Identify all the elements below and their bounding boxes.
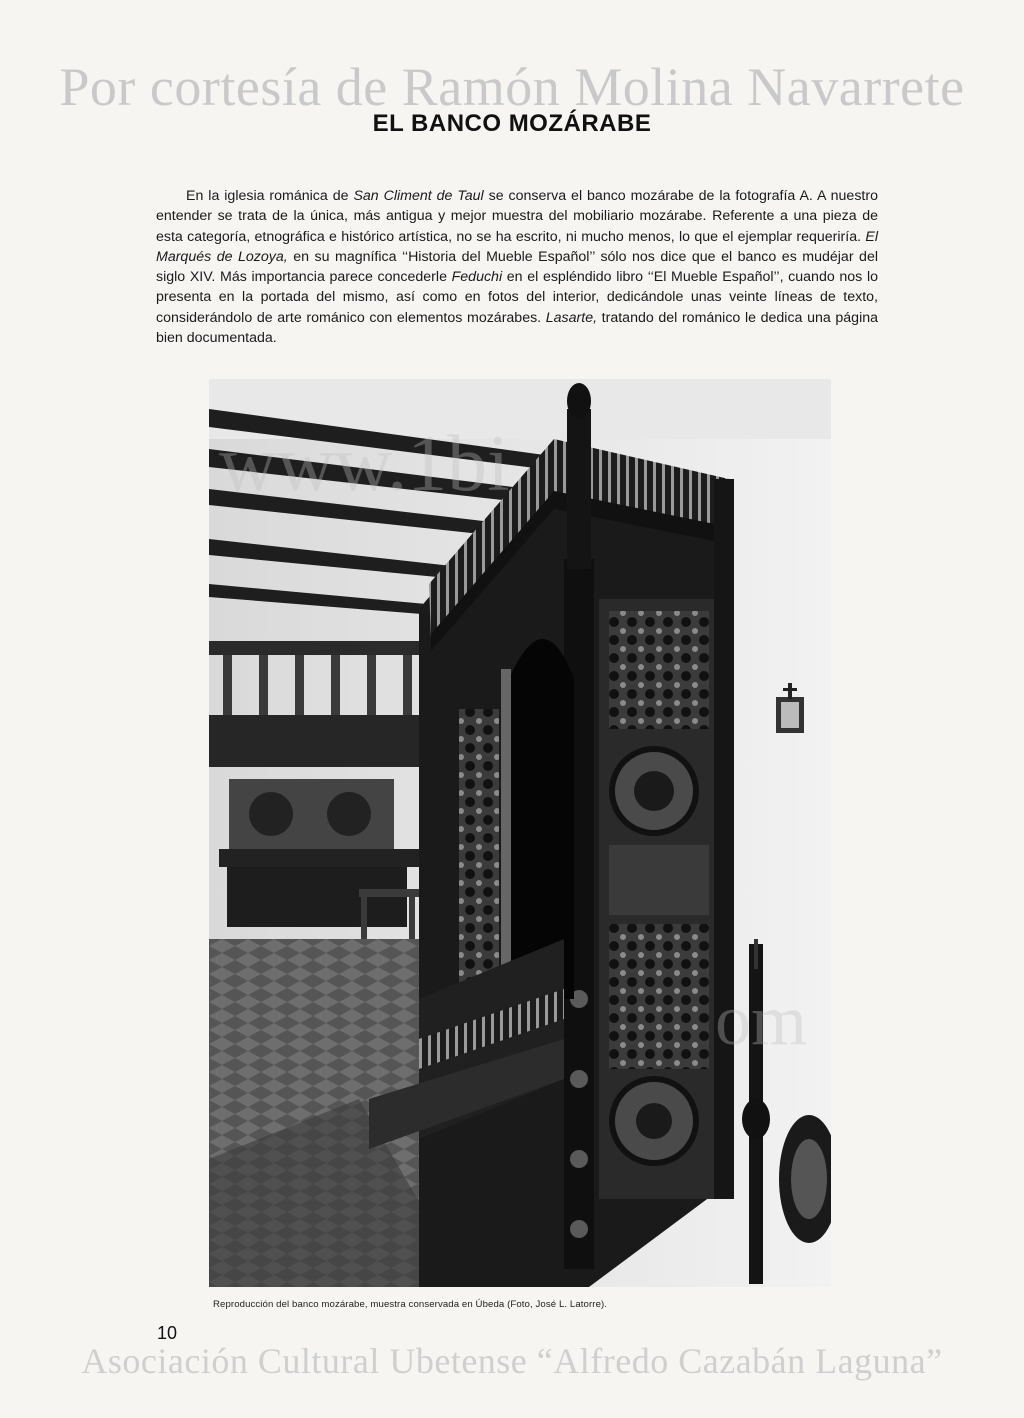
photo-caption: Reproducción del banco mozárabe, muestra conservada en Úbeda (Foto, José L. Latorre).	[213, 1299, 608, 1310]
text-run: tratando del románico le dedica una página bien documentada.	[156, 309, 878, 347]
italic-run: Lasarte,	[545, 309, 598, 326]
watermark-top: Por cortesía de Ramón Molina Navarrete	[59, 57, 965, 117]
article-body	[156, 186, 878, 348]
text-run: En la iglesia románica de	[186, 188, 354, 204]
article-paragraph	[156, 186, 878, 348]
text-run: se conserva el banco mozárabe de la fotografía A. A nuestro entender se trata de la única, más antigua y mejor muestra del mobiliario mozárabe. Referente a una pieza de esta categoría, etnográfica e histórico artística, no se ha escrito, ni mucho menos, lo que el ejemplar requeriría.	[156, 188, 878, 245]
carved-panel	[609, 611, 709, 729]
photo-illustration	[209, 379, 831, 1287]
italic-run: Feduchi	[451, 269, 503, 286]
watermark-bottom: Asociación Cultural Ubetense “Alfredo Cazabán Laguna”	[81, 1341, 943, 1381]
page-number: 10	[157, 1323, 178, 1343]
watermark-photo-b: om	[715, 980, 808, 1060]
photograph-banco-mozarabe	[209, 379, 831, 1287]
text-run: en su magnífica ‘‘Historia del Mueble Español’’ sólo nos dice que el banco es mudéjar del siglo XIV. Más importancia parece concederle	[156, 248, 878, 286]
italic-run: El Marqués de Lozoya,	[156, 228, 878, 265]
watermark-photo-a: www.1bi	[219, 420, 510, 508]
page-title: EL BANCO MOZÁRABE	[372, 110, 652, 137]
text-run: en el espléndido libro ‘‘El Mueble Español’’, cuando nos lo presenta en la portada del mismo, así como en fotos del interior, dedicándole unas veinte líneas de texto, considerándolo de arte románico con elementos mozárabes.	[156, 269, 878, 326]
italic-run: San Climent de Taul	[353, 188, 484, 204]
